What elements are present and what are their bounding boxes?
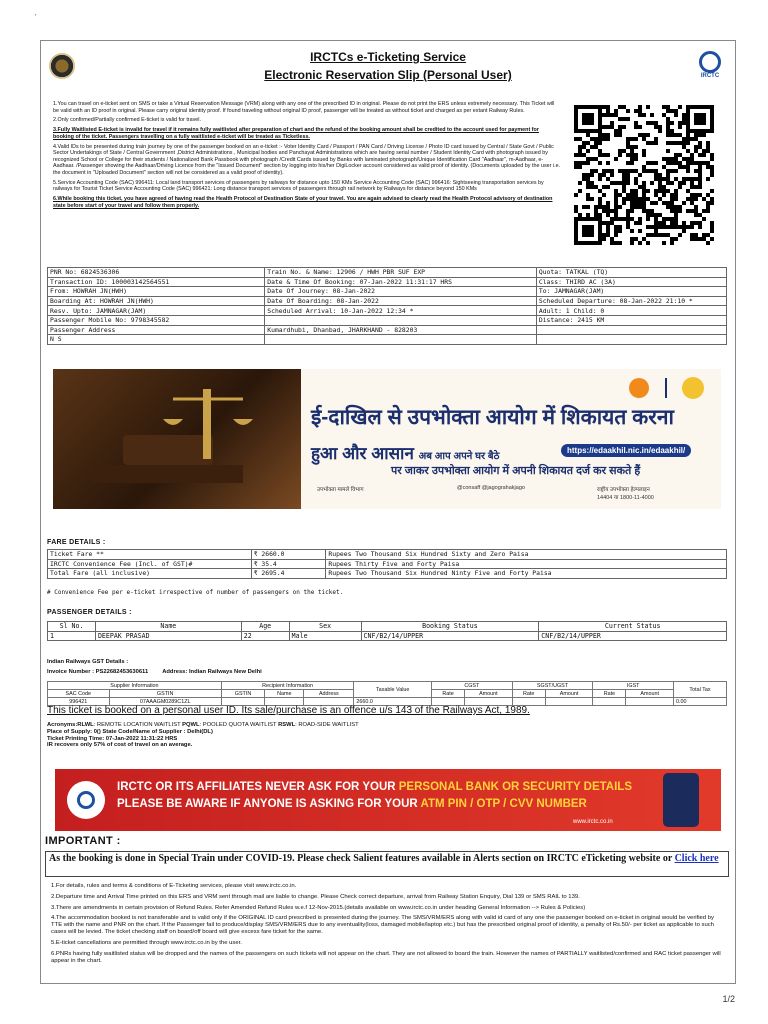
consumer-affairs-banner <box>53 369 721 509</box>
azadi-mahotsav-logo-icon <box>621 375 713 401</box>
banner1-line3: पर जाकर उपभोक्ता आयोग में अपनी शिकायत दर्ज कर सकते हैं <box>391 465 641 477</box>
irctc-logo-icon: IRCTC <box>697 51 723 85</box>
note-1: 1.You can travel on e-ticket sent on SMS or take a Virtual Reservation Message (VRM) along with any one of the prescribed ID in original. Please do not print the ERS unless extremely necessary. This Ticket will be valid with an ID proof in original. Please carry original identity proof. If found traveling without original ID proof, passenger will be treated as without ticket and charged as per extant Railway Rules. <box>53 101 555 114</box>
fare-cell: Rupees Two Thousand Six Hundred Ninty Five and Forty Paisa <box>326 569 727 579</box>
booking-row <box>48 268 727 278</box>
gst-invoice: Invoice Number : PS22682453630611 Address: Indian Railways New Delhi <box>47 669 262 675</box>
booking-cell: PNR No: 6824536306 <box>48 268 265 278</box>
instructions <box>53 101 561 212</box>
gst-cell: IGST <box>593 682 674 690</box>
service-title: IRCTCs e-Ticketing Service <box>310 50 466 64</box>
gst-cell: Amount <box>465 690 513 698</box>
fare-cell: Ticket Fare ** <box>48 550 252 560</box>
twitter-handle: @consaff @jagograhakjago <box>457 485 525 491</box>
gst-title: Indian Railways GST Details : <box>47 659 129 665</box>
booking-cell <box>265 315 537 325</box>
booking-cell: N S <box>48 335 265 345</box>
security-line1: IRCTC OR ITS AFFILIATES NEVER ASK FOR YOUR PERSONAL BANK OR SECURITY DETAILS <box>117 781 632 793</box>
gavel-image <box>53 369 301 509</box>
qr-code-icon <box>574 105 714 245</box>
booking-cell: To: JAMNAGAR(JAM) <box>536 287 726 297</box>
gst-cell: 996421 <box>48 698 110 706</box>
fare-cell: Rupees Thirty Five and Forty Paisa <box>326 559 727 569</box>
gst-cell: Name <box>265 690 304 698</box>
rule-2: 2.Departure time and Arrival Time printed on this ERS and VRM sent through mail are liable to change. Please Check correct departure, arrival from Railway Station Enquiry, Dial 139 or SMS RAIL to 139. <box>51 893 580 900</box>
fare-title: FARE DETAILS : <box>47 539 106 546</box>
booking-cell: Scheduled Arrival: 10-Jan-2022 12:34 * <box>265 306 537 316</box>
banner1-subhead: हुआ और आसान अब आप अपने घर बैठे <box>311 444 500 463</box>
gst-cell: Supplier Information <box>48 682 222 690</box>
note-3: 3.Fully Waitlisted E-ticket is invalid for travel if it remains fully waitlisted after preparation of chart and the refund of the booking amount shall be credited to the account used for payment for booking of the ticket. Passengers travelling on a fully waitlisted e-ticket will be treated as Ticketless. <box>53 127 539 140</box>
gst-cell: SGST/UGST <box>512 682 593 690</box>
passenger-cell: 22 <box>241 631 289 641</box>
offence-warning: This ticket is booked on a personal user ID. Its sale/purchase is an offence u/s 143 of the Railways Act, 1989. <box>47 705 530 716</box>
fare-cell: Total Fare (all inclusive) <box>48 569 252 579</box>
gst-cell <box>626 698 674 706</box>
passenger-title: PASSENGER DETAILS : <box>47 609 132 616</box>
ticket-header <box>41 41 735 95</box>
booking-cell <box>536 325 726 335</box>
rule-1: 1.For details, rules and terms & conditions of E-Ticketing services, please visit www.irctc.co.in. <box>51 883 297 889</box>
gst-cell: Rate <box>593 690 626 698</box>
security-line2: PLEASE BE AWARE IF ANYONE IS ASKING FOR YOUR ATM PIN / OTP / CVV NUMBER <box>117 798 587 810</box>
gst-cell <box>545 698 593 706</box>
fare-row <box>48 569 727 579</box>
place-of-supply: Place of Supply: 0() State Code/Name of Supplier : Delhi(DL) <box>47 728 213 735</box>
rules-list <box>51 883 723 969</box>
fare-table <box>47 549 727 579</box>
gst-cell: Total Tax <box>674 682 727 698</box>
gst-cell: SAC Code <box>48 690 110 698</box>
booking-cell: Resv. Upto: JAMNAGAR(JAM) <box>48 306 265 316</box>
gst-header-row <box>48 682 727 690</box>
booking-details-table <box>47 267 727 345</box>
passenger-cell: CNF/B2/14/UPPER <box>361 631 539 641</box>
booking-row <box>48 287 727 297</box>
fare-cell: ₹ 2695.4 <box>251 569 326 579</box>
cost-recovery: IR recovers only 57% of cost of travel on an average. <box>47 742 193 749</box>
phone-icon <box>663 773 699 827</box>
gst-cell <box>593 698 626 706</box>
ministry-label: उपभोक्ता मामले विभाग <box>317 487 364 493</box>
gst-cell: Rate <box>512 690 545 698</box>
booking-cell: Adult: 1 Child: 0 <box>536 306 726 316</box>
booking-cell <box>536 335 726 345</box>
fare-row <box>48 559 727 569</box>
fare-cell: ₹ 35.4 <box>251 559 326 569</box>
slip-title: Electronic Reservation Slip (Personal User) <box>264 68 512 82</box>
irctc-url: www.irctc.co.in <box>573 819 613 825</box>
banner1-footer <box>307 481 717 507</box>
booking-cell: Passenger Mobile No: 9798345582 <box>48 315 265 325</box>
rule-4: 4.The accommodation booked is not transferable and is valid only if the ORIGINAL ID card prescribed is presented during the journey. The SMS/VRM/ERS along with valid id card of any one the passenger booked on e-ticket in original would be verified by TTE with the name and PNR on the chart. If the Passenger fail to produce/display SMS/VRM/ERS due to any eventuality(loss, damaged mobile/laptop etc.) but has the prescribed original proof of identity, a penalty of Rs.50/- per ticket as applicable to such cases will be levied. The ticket checking staff on board/off board will give excess fare ticket for the same. <box>51 915 714 936</box>
helpline-number: 14404 या 1800-11-4000 <box>597 495 654 501</box>
booking-row <box>48 296 727 306</box>
booking-row <box>48 325 727 335</box>
rule-6: 6.PNRs having fully waitlisted status will be dropped and the names of the passengers on such tickets will not appear on the chart. They are not allowed to board the train. However the names of PARTIALLY waitlisted/confirmed and RAC ticket passenger will appear in the chart. <box>51 950 721 964</box>
gst-cell: Amount <box>545 690 593 698</box>
booking-row <box>48 335 727 345</box>
booking-row <box>48 277 727 287</box>
passenger-cell: 1 <box>48 631 96 641</box>
passenger-header-cell: Sl No. <box>48 622 96 632</box>
page-number: 1/2 <box>722 994 735 1004</box>
fare-cell: Rupees Two Thousand Six Hundred Sixty and Zero Paisa <box>326 550 727 560</box>
note-2: 2.Only confirmed/Partially confirmed E-ticket is valid for travel. <box>53 117 201 124</box>
gst-cell: GSTIN <box>221 690 264 698</box>
acronyms-block: Acronyms:RLWL: REMOTE LOCATION WAITLIST PQWL: POOLED QUOTA WAITLIST RSWL: ROAD-SIDE WAITLIST Place of Supply: 0() State Code/Name of Supplier : Delhi(DL) Ticket Printing Time: 07-Jan-2022 11:31:22 HRS IR recovers only 57% of cost of travel on an average. <box>47 722 359 749</box>
booking-cell: Passenger Address <box>48 325 265 335</box>
gst-table <box>47 681 727 706</box>
gst-cell: 2660.0 <box>354 698 432 706</box>
click-here-link[interactable]: Click here <box>674 853 719 864</box>
rule-5: 5.E-ticket cancellations are permitted through www.irctc.co.in by the user. <box>51 940 242 947</box>
booking-row <box>48 306 727 316</box>
edaakhil-link[interactable]: https://edaakhil.nic.in/edaakhil/ <box>561 444 691 457</box>
margin-mark: ' <box>35 14 37 21</box>
booking-cell: Date Of Boarding: 08-Jan-2022 <box>265 296 537 306</box>
passenger-header-cell: Current Status <box>539 622 727 632</box>
gst-cell: Address <box>304 690 354 698</box>
passenger-header-cell: Age <box>241 622 289 632</box>
booking-cell: Train No. & Name: 12906 / HWH PBR SUF EXP <box>265 268 537 278</box>
booking-cell: Distance: 2415 KM <box>536 315 726 325</box>
gst-cell: Taxable Value <box>354 682 432 698</box>
rule-3: 3.There are amendments in certain provision of Refund Rules. Refer Amended Refund Rules w.e.f 12-Nov-2015.(details available on www.irctc.co.in under heading General Information --> Rules & Policies) <box>51 904 586 911</box>
banner1-headline: ई-दाखिल से उपभोक्ता आयोग में शिकायत करना <box>311 406 674 429</box>
gst-cell: 07AAAGM0289C1ZL <box>109 698 221 706</box>
covid-alert: As the booking is done in Special Train under COVID-19. Please check Salient features available in Alerts section on IRCTC eTicketing website or Click here <box>45 851 729 877</box>
passenger-header-cell: Booking Status <box>361 622 539 632</box>
passenger-cell: Male <box>289 631 361 641</box>
irctc-badge-icon <box>67 781 105 819</box>
booking-cell: Kumardhubi, Dhanbad, JHARKHAND - 828203 <box>265 325 537 335</box>
gst-cell: CGST <box>432 682 513 690</box>
passenger-row <box>48 631 727 641</box>
fee-note: # Convenience Fee per e-ticket irrespective of number of passengers on the ticket. <box>47 589 344 596</box>
booking-cell: Transaction ID: 100003142564551 <box>48 277 265 287</box>
note-6: 6.While booking this ticket, you have agreed of having read the Health Protocol of Destination State of your travel. You are again advised to clearly read the Health Protocol advisory of destination state before start of your travel and follow them properly. <box>53 196 553 209</box>
passenger-header-cell: Sex <box>289 622 361 632</box>
fare-cell: IRCTC Convenience Fee (Incl. of GST)# <box>48 559 252 569</box>
gst-cell: GSTIN <box>109 690 221 698</box>
passenger-header-cell: Name <box>95 622 241 632</box>
gst-cell: Amount <box>626 690 674 698</box>
helpline-label: राष्ट्रीय उपभोक्ता हेल्पलाइन <box>597 487 650 493</box>
booking-cell: Scheduled Departure: 08-Jan-2022 21:10 * <box>536 296 726 306</box>
booking-cell: From: HOWRAH JN(HWH) <box>48 287 265 297</box>
passenger-header-row <box>48 622 727 632</box>
booking-cell: Boarding At: HOWRAH JN(HWH) <box>48 296 265 306</box>
note-4: 4.Valid IDs to be presented during train journey by one of the passenger booked on an e-ticket :- Voter Identity Card / Passport / PAN Card / Driving License / Photo ID card issued by Central / State Govt / Public Sector Undertakings of State / Central Government ,District Administrations , Municipal bodies and Panchayat Administrations which are having serial number / Student Identity Card with photograph issued by recognized School or College for their students / Nationalized Bank Passbook with photograph /Credit Cards issued by Banks with laminated photograph/Unique Identification Card "Aadhaar", m-Aadhaar, e-Aadhaar. /Passenger showing the Aadhaar/Driving Licence from the "Issued Document" section by logging into his/her DigiLocker account considered as valid proof of identity. (Documents uploaded by the user i.e. the document in "Uploaded Document" section will not be considered as a valid proof of identity). <box>53 143 561 176</box>
fare-row <box>48 550 727 560</box>
gst-cell: Recipient Information <box>221 682 354 690</box>
booking-cell <box>265 335 537 345</box>
passenger-cell: CNF/B2/14/UPPER <box>539 631 727 641</box>
gst-cell: Rate <box>432 690 465 698</box>
fare-cell: ₹ 2660.0 <box>251 550 326 560</box>
booking-row <box>48 315 727 325</box>
security-banner <box>55 769 721 831</box>
passenger-table <box>47 621 727 641</box>
note-5: 5.Service Accounting Code (SAC) 996411: Local land transport services of passengers by railways for distance upto 150 KMs Service Accounting Code (SAC) 996416: Sightseeing transportation services by railways for Tourist Ticket Service Accounting Code (SAC) 996421: Long distance transport services of passengers through rail network by Railways for distance beyond 150 KMs <box>53 179 544 193</box>
gst-cell: 0.00 <box>674 698 727 706</box>
important-title: IMPORTANT : <box>45 835 121 847</box>
ticket-frame <box>40 40 736 984</box>
booking-cell: Date Of Journey: 08-Jan-2022 <box>265 287 537 297</box>
booking-cell: Class: THIRD AC (3A) <box>536 277 726 287</box>
booking-cell: Quota: TATKAL (TQ) <box>536 268 726 278</box>
passenger-cell: DEEPAK PRASAD <box>95 631 241 641</box>
booking-cell: Date & Time Of Booking: 07-Jan-2022 11:31:17 HRS <box>265 277 537 287</box>
printing-time: Ticket Printing Time: 07-Jan-2022 11:31:22 HRS <box>47 735 178 742</box>
